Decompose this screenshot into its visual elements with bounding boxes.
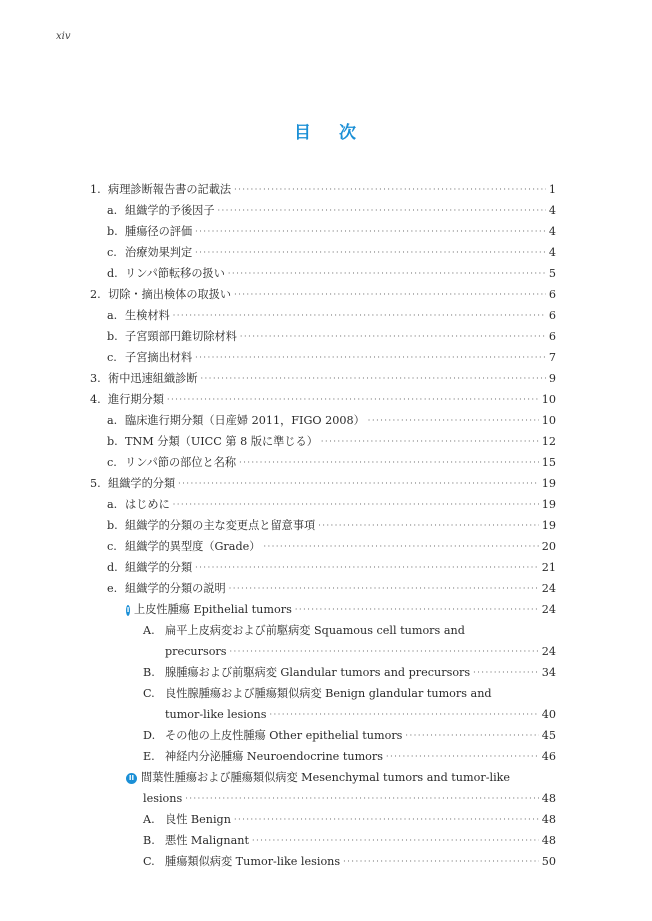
entry-page: 19 [541,498,556,511]
dot-leader [368,412,539,430]
entry-title: 切除・摘出検体の取扱い [108,288,232,301]
entry-page: 20 [541,540,556,553]
entry-title: リンパ節転移の扱い [125,267,225,280]
entry-page: 19 [541,477,556,490]
entry-letter: a. [107,204,118,217]
entry-letter: c. [107,246,117,259]
entry-title: 組織学的分類の主な変更点と留意事項 [125,519,316,532]
dot-leader [178,475,539,493]
entry-title: 組織学的異型度（Grade） [125,540,261,553]
dot-leader [263,538,538,556]
toc-entry[interactable] [107,244,556,262]
dot-leader [228,265,546,283]
entry-title-cont: lesions [143,792,183,805]
toc-entry[interactable] [90,475,556,493]
entry-title: 悪性 Malignant [165,834,249,847]
entry-page: 48 [541,834,556,847]
entry-page: 10 [541,393,556,406]
toc-entry[interactable] [107,223,556,241]
toc-entry[interactable] [143,832,556,850]
dot-leader [218,202,546,220]
entry-title: 生検材料 [125,309,170,322]
entry-page: 6 [548,330,556,343]
entry-letter: d. [107,561,118,574]
dot-leader [201,370,546,388]
entry-page: 4 [548,246,556,259]
entry-letter: a. [107,498,118,511]
entry-title: 腫瘍類似病変 Tumor-like lesions [165,855,341,868]
entry-title: 良性腺腫瘍および腫瘍類似病変 Benign glandular tumors and [165,687,492,700]
toc-entry[interactable] [143,748,556,766]
toc-entry[interactable] [143,622,556,640]
entry-title: 良性 Benign [165,813,231,826]
entry-letter: a. [107,414,118,427]
entry-page: 10 [541,414,556,427]
entry-title-cont: tumor-like lesions [165,708,267,721]
entry-title: はじめに [125,498,170,511]
entry-title: 組織学的分類 [108,477,176,490]
section-2-icon: II [126,773,137,784]
entry-page: 7 [548,351,556,364]
entry-letter: d. [107,267,118,280]
entry-letter: b. [107,435,118,448]
dot-leader [318,517,539,535]
entry-title: その他の上皮性腫瘍 Other epithelial tumors [165,729,403,742]
entry-page: 12 [541,435,556,448]
entry-title: 病理診断報告書の記載法 [108,183,232,196]
entry-page: 6 [548,309,556,322]
entry-title: TNM 分類（UICC 第 8 版に準じる） [125,435,318,448]
entry-page: 19 [541,519,556,532]
entry-title: リンパ節の部位と名称 [125,456,237,469]
entry-page: 1 [548,183,556,196]
entry-letter: C. [143,855,155,868]
toc-entry[interactable] [107,517,556,535]
entry-page: 40 [541,708,556,721]
entry-page: 4 [548,204,556,217]
dot-leader [343,853,539,871]
title-char-1: 目 [294,123,313,143]
dot-leader [295,601,539,619]
toc-entry[interactable] [143,727,556,745]
entry-letter: D. [143,729,156,742]
dot-leader [240,328,546,346]
entry-letter: c. [107,351,117,364]
entry-letter: E. [143,750,155,763]
toc-entry[interactable] [126,769,556,787]
entry-page: 24 [541,645,556,658]
toc-entry[interactable] [107,580,556,598]
toc-entry[interactable] [107,265,556,283]
entry-page: 48 [541,792,556,805]
page-title [0,118,652,143]
entry-title: 上皮性腫瘍 Epithelial tumors [134,603,292,616]
toc-entry[interactable] [107,412,556,430]
dot-leader [195,244,546,262]
entry-letter: e. [107,582,118,595]
entry-title: 神経内分泌腫瘍 Neuroendocrine tumors [165,750,383,763]
toc-entry[interactable] [107,538,556,556]
entry-page: 50 [541,855,556,868]
entry-letter: A. [143,624,155,637]
toc-entry[interactable] [90,181,556,199]
dot-leader [230,643,539,661]
entry-page: 5 [548,267,556,280]
entry-page: 46 [541,750,556,763]
toc-entry[interactable] [107,307,556,325]
entry-number: 5. [90,477,101,490]
entry-title: 治療効果判定 [125,246,193,259]
entry-title: 子宮頸部円錐切除材料 [125,330,237,343]
dot-leader [234,286,546,304]
toc-entry[interactable] [126,601,556,619]
dot-leader [239,454,539,472]
toc-entry[interactable] [107,559,556,577]
entry-title-cont: precursors [165,645,227,658]
entry-title: 組織学的分類 [125,561,193,574]
dot-leader [234,811,539,829]
entry-page: 48 [541,813,556,826]
toc-entry[interactable] [107,328,556,346]
entry-page: 21 [541,561,556,574]
dot-leader [195,559,539,577]
entry-number: 3. [90,372,101,385]
entry-letter: b. [107,225,118,238]
entry-letter: B. [143,666,155,679]
entry-letter: b. [107,330,118,343]
toc-entry[interactable] [107,496,556,514]
dot-leader [185,790,539,808]
entry-page: 45 [541,729,556,742]
dot-leader [321,433,539,451]
dot-leader [386,748,539,766]
entry-title: 扁平上皮病変および前駆病変 Squamous cell tumors and [165,624,465,637]
entry-letter: C. [143,687,155,700]
dot-leader [252,832,539,850]
entry-title: 間葉性腫瘍および腫瘍類似病変 Mesenchymal tumors and tumor-like [141,771,511,784]
dot-leader [405,727,538,745]
toc-entry[interactable] [107,454,556,472]
toc-entry[interactable] [143,853,556,871]
toc-entry[interactable] [90,370,556,388]
entry-title: 子宮摘出材料 [125,351,193,364]
entry-page: 6 [548,288,556,301]
entry-number: 2. [90,288,101,301]
entry-letter: c. [107,456,117,469]
entry-letter: A. [143,813,155,826]
dot-leader [173,307,546,325]
entry-page: 15 [541,456,556,469]
entry-page: 34 [541,666,556,679]
dot-leader [195,349,546,367]
entry-title: 腺腫瘍および前駆病変 Glandular tumors and precursors [165,666,471,679]
dot-leader [167,391,539,409]
entry-title: 組織学的分類の説明 [125,582,226,595]
toc-entry-continuation[interactable] [165,643,556,661]
toc-entry[interactable] [90,391,556,409]
entry-number: 1. [90,183,101,196]
dot-leader [229,580,539,598]
entry-page: 24 [541,603,556,616]
toc-entry-continuation[interactable] [143,790,556,808]
toc-entry[interactable] [107,433,556,451]
toc-entry[interactable] [143,811,556,829]
title-char-2: 次 [339,123,358,143]
entry-number: 4. [90,393,101,406]
toc-entry[interactable] [143,664,556,682]
dot-leader [270,706,539,724]
dot-leader [473,664,539,682]
dot-leader [234,181,546,199]
entry-title: 腫瘍径の評価 [125,225,193,238]
entry-title: 臨床進行期分類（日産婦 2011，FIGO 2008） [125,414,365,427]
entry-letter: B. [143,834,155,847]
entry-title: 組織学的予後因子 [125,204,215,217]
entry-title: 術中迅速組織診断 [108,372,198,385]
toc-entry[interactable] [107,349,556,367]
toc-entry[interactable] [107,202,556,220]
toc-entry[interactable] [143,685,556,703]
entry-page: 24 [541,582,556,595]
section-1-icon: I [126,606,130,614]
entry-page: 9 [548,372,556,385]
entry-title: 進行期分類 [108,393,164,406]
dot-leader [173,496,539,514]
toc-entry[interactable] [90,286,556,304]
entry-page: 4 [548,225,556,238]
entry-letter: a. [107,309,118,322]
entry-letter: c. [107,540,117,553]
toc-entry-continuation[interactable] [165,706,556,724]
dot-leader [195,223,546,241]
page-number: xiv [56,31,71,42]
entry-letter: b. [107,519,118,532]
